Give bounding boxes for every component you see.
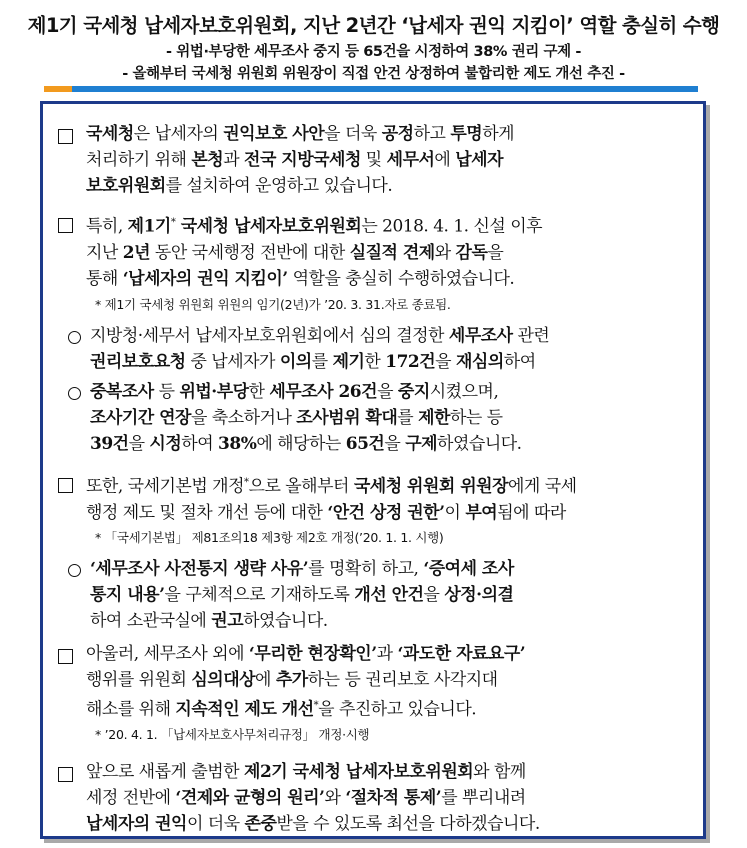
- emph-text: 제1기: [127, 216, 171, 237]
- text: 하여 소관국실에: [90, 611, 212, 631]
- text-line: [86, 173, 514, 199]
- text: 을: [384, 434, 406, 454]
- text-line: [86, 785, 540, 811]
- text: 을 축소하거나: [190, 408, 297, 428]
- emph-text: 납세자: [455, 150, 504, 170]
- text: 역할을 충실히 수행하였습니다.: [287, 268, 515, 289]
- footnote-3: * ’20. 4. 1. 「납세자보호사무처리규정」 개정·시행: [95, 727, 370, 742]
- paragraph-8: [86, 759, 540, 837]
- emph-text: 존중: [244, 814, 277, 834]
- text: 세정 전반에: [86, 788, 176, 808]
- subtitle-2: - 올해부터 국세청 위원회 위원장이 직접 안건 상정하여 불합리한 제도 개선 추진 -: [122, 66, 625, 82]
- footnote-1: * 제1기 국세청 위원회 위원의 임기(2년)가 ’20. 3. 31.자로 종료됨.: [95, 297, 451, 312]
- text: 를: [397, 408, 419, 428]
- emph-text: 세무조사 26건: [269, 382, 378, 402]
- circle-bullet-icon: [68, 564, 81, 577]
- emph-text: 65건: [345, 434, 385, 454]
- text-line: [86, 693, 525, 723]
- text-line: [86, 759, 540, 785]
- emph-text: ‘과도한 자료요구’: [397, 644, 526, 664]
- emph-text: 추가: [275, 670, 308, 690]
- text: 한: [364, 352, 386, 372]
- paragraph-2: [86, 210, 542, 292]
- text-line: [86, 266, 542, 292]
- text: 과: [223, 150, 245, 170]
- emph-text: 39건: [90, 434, 129, 454]
- footnote-mark: *: [170, 217, 176, 228]
- paragraph-4: [90, 379, 522, 457]
- text: 에게 국세: [508, 476, 577, 497]
- text: 하고: [413, 124, 451, 144]
- document-title: 제1기 국세청 납세자보호위원회, 지난 2년간 ‘납세자 권익 지킴이’ 역할 충실히 수행: [27, 14, 720, 37]
- emph-text: 통지 내용’: [90, 585, 165, 605]
- text-line: [86, 641, 525, 667]
- text: 아울러, 세무조사 외에: [86, 644, 249, 664]
- text: 을: [423, 585, 445, 605]
- text: 받을 수 있도록 최선을 다하겠습니다.: [276, 814, 540, 834]
- emph-text: 권고: [211, 611, 244, 631]
- text: 이 더욱: [186, 814, 245, 834]
- text: 하는 등: [449, 408, 503, 428]
- text: 행정 제도 및 절차 개선 등에 대한: [86, 502, 328, 523]
- emph-text: 권리보호요청: [90, 352, 186, 372]
- square-bullet-icon: [58, 649, 73, 664]
- emph-text: 세무서: [386, 150, 435, 170]
- emph-text: 세무조사: [448, 326, 513, 346]
- emph-text: 심의대상: [191, 670, 256, 690]
- emph-text: 이의: [279, 352, 312, 372]
- text: 을: [487, 242, 504, 263]
- text: 앞으로 새롭게 출범한: [86, 762, 245, 782]
- footnote-2: * 「국세기본법」 제81조의18 제3항 제2호 개정(’20. 1. 1. 시행): [95, 530, 444, 545]
- paragraph-5: [86, 470, 577, 526]
- text-line: [90, 608, 514, 634]
- text: 이: [444, 502, 466, 523]
- emph-text: 2년: [122, 242, 151, 263]
- text: 을 구체적으로 기재하도록: [164, 585, 355, 605]
- emph-text: 전국 지방국세청: [244, 150, 361, 170]
- emph-text: 국세청 납세자보호위원회: [175, 216, 362, 237]
- text-line: [86, 667, 525, 693]
- emph-text: 투명: [450, 124, 483, 144]
- emph-text: 공정: [381, 124, 414, 144]
- emph-text: 국세청: [86, 124, 134, 144]
- text: 를: [311, 352, 333, 372]
- emph-text: ‘절차적 통제’: [345, 788, 442, 808]
- emph-text: 납세자의 권익: [86, 814, 187, 834]
- footnote-mark: *: [244, 477, 249, 488]
- text: 을: [128, 434, 150, 454]
- text: 을 추진하고 있습니다.: [318, 699, 477, 720]
- text-line: [90, 323, 549, 349]
- paragraph-7: [86, 641, 525, 723]
- emph-text: 중지: [397, 382, 430, 402]
- text-line: [86, 210, 542, 240]
- text: 특히,: [86, 216, 128, 237]
- emph-text: 개선 안건: [354, 585, 424, 605]
- text: 또한, 국세기본법 개정: [86, 476, 245, 497]
- square-bullet-icon: [58, 767, 73, 782]
- text-line: [90, 405, 522, 431]
- text: 을: [377, 382, 398, 402]
- square-bullet-icon: [58, 478, 73, 493]
- emph-text: 상정·의결: [444, 585, 514, 605]
- text: 시켰으며,: [429, 382, 499, 402]
- emph-text: 위법·부당: [179, 382, 249, 402]
- emph-text: 중복조사: [90, 382, 154, 402]
- emph-text: 지속적인 제도 개선: [175, 699, 314, 720]
- text: 와: [434, 242, 456, 263]
- text: 행위를 위원회: [86, 670, 192, 690]
- text-line: [90, 349, 549, 375]
- emph-text: ‘증여세 조사: [423, 559, 514, 579]
- header-rule-blue: [72, 86, 698, 92]
- circle-bullet-icon: [68, 387, 81, 400]
- emph-text: 38%: [218, 434, 257, 454]
- text: 에: [255, 670, 276, 690]
- square-bullet-icon: [58, 129, 73, 144]
- text: 을: [435, 352, 456, 372]
- text-line: [86, 470, 577, 500]
- text: 와 함께: [473, 762, 526, 782]
- text: 중 납세자가: [185, 352, 280, 372]
- text: 됨에 따라: [497, 502, 566, 523]
- document-header: [0, 0, 747, 92]
- paragraph-3: [90, 323, 549, 375]
- text: 한: [248, 382, 270, 402]
- text: 통해: [86, 268, 123, 289]
- content-box: [40, 101, 706, 839]
- text: 하게: [482, 124, 515, 144]
- text: 을 더욱: [324, 124, 382, 144]
- emph-text: 조사범위 확대: [296, 408, 398, 428]
- emph-text: 시정: [149, 434, 182, 454]
- text-line: [86, 500, 577, 526]
- emph-text: 감독: [455, 242, 488, 263]
- emph-text: ‘세무조사 사전통지 생략 사유’: [90, 559, 309, 579]
- text: 및: [360, 150, 387, 170]
- paragraph-6: [90, 556, 514, 634]
- emph-text: 본청: [191, 150, 224, 170]
- text: 하여: [503, 352, 536, 372]
- text: 지방청·세무서 납세자보호위원회에서 심의 결정한: [90, 326, 449, 346]
- emph-text: 보호위원회: [86, 176, 166, 196]
- emph-text: 172건: [385, 352, 436, 372]
- emph-text: ‘납세자의 권익 지킴이’: [122, 268, 288, 289]
- emph-text: 권익보호 사안: [223, 124, 325, 144]
- emph-text: 부여: [465, 502, 498, 523]
- emph-text: 국세청 위원회 위원장: [353, 476, 508, 497]
- footnote-mark: *: [313, 700, 319, 711]
- square-bullet-icon: [58, 218, 73, 233]
- text-line: [86, 811, 540, 837]
- text: 와: [324, 788, 346, 808]
- text: 과: [376, 644, 398, 664]
- subtitle-1: - 위법·부당한 세무조사 중지 등 65건을 시정하여 38% 권리 구제 -: [165, 44, 582, 60]
- text-line: [90, 379, 522, 405]
- text: 하였습니다.: [437, 434, 522, 454]
- text: 처리하기 위해: [86, 150, 192, 170]
- text: 를 명확히 하고,: [308, 559, 424, 579]
- emph-text: 구제: [405, 434, 438, 454]
- text-line: [90, 431, 522, 457]
- emph-text: 제한: [418, 408, 450, 428]
- text: 하는 등 권리보호 사각지대: [307, 670, 498, 690]
- text: 하였습니다.: [243, 611, 328, 631]
- text: 해소를 위해: [86, 699, 176, 720]
- text: 동안 국세행정 전반에 대한: [150, 242, 350, 263]
- text-line: [86, 121, 514, 147]
- emph-text: 재심의: [456, 352, 504, 372]
- text: 등: [153, 382, 180, 402]
- emph-text: ‘견제와 균형의 원리’: [175, 788, 325, 808]
- text: 에: [434, 150, 456, 170]
- text-line: [90, 556, 514, 582]
- emph-text: 제2기 국세청 납세자보호위원회: [244, 762, 474, 782]
- text: 하여: [181, 434, 219, 454]
- emph-text: 실질적 견제: [349, 242, 435, 263]
- emph-text: ‘무리한 현장확인’: [248, 644, 377, 664]
- emph-text: 제기: [332, 352, 365, 372]
- circle-bullet-icon: [68, 331, 81, 344]
- text-line: [90, 582, 514, 608]
- emph-text: 조사기간 연장: [90, 408, 191, 428]
- text-line: [86, 147, 514, 173]
- text: 를 설치하여 운영하고 있습니다.: [165, 176, 393, 196]
- text: 은 납세자의: [133, 124, 224, 144]
- text: 지난: [86, 242, 123, 263]
- text: 를 뿌리내려: [441, 788, 526, 808]
- emph-text: ‘안건 상정 권한’: [327, 502, 445, 523]
- text: 에 해당하는: [256, 434, 346, 454]
- text: 는 2018. 4. 1. 신설 이후: [361, 216, 543, 237]
- text: 으로 올해부터: [248, 476, 354, 497]
- header-rule-orange: [44, 86, 72, 92]
- text-line: [86, 240, 542, 266]
- paragraph-1: [86, 121, 514, 199]
- text: 관련: [512, 326, 550, 346]
